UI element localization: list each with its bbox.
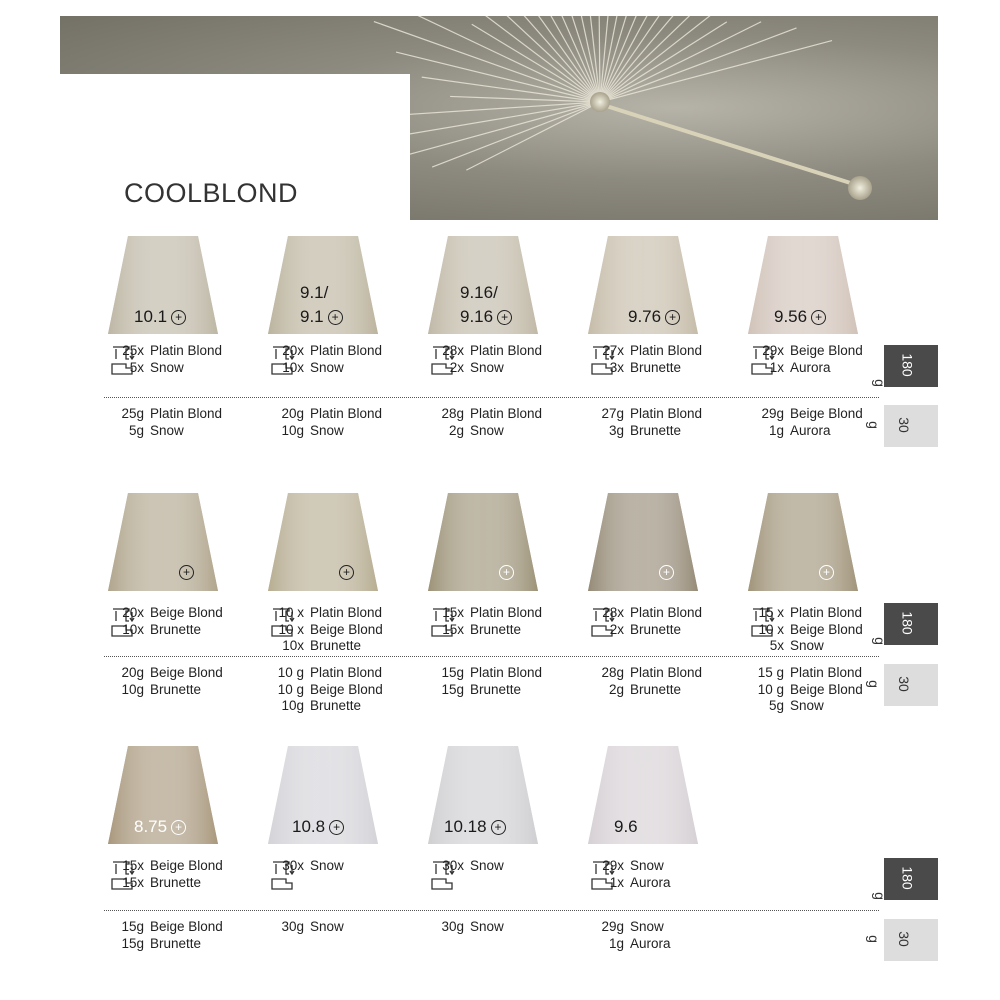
mix-quantity: 1x — [609, 874, 624, 890]
gram-line — [114, 665, 223, 682]
gram-quantity: 30g — [281, 919, 304, 934]
gram-shade: Beige Blond — [310, 681, 383, 697]
gram-quantity: 28g — [441, 406, 464, 421]
gram-quantity: 10g — [281, 422, 304, 438]
shade-code: 10.8 + — [292, 816, 344, 838]
gram-shade: Snow — [470, 422, 504, 438]
mix-quantity: 15 x — [758, 605, 784, 620]
mix-quantity: 20x — [282, 343, 304, 358]
plus-circle-icon: + — [497, 310, 512, 325]
gram-shade: Platin Blond — [630, 665, 703, 680]
mix-line — [434, 605, 542, 622]
shade-code: 10.1 + — [134, 306, 186, 328]
gram-quantity: 1g — [608, 935, 624, 951]
mix-line — [274, 858, 344, 875]
gram-mix-list — [274, 406, 382, 439]
tube-mix-list — [274, 605, 383, 655]
hair-swatch — [428, 493, 538, 591]
tube-mix-list — [594, 858, 671, 891]
mix-quantity: 10 x — [758, 621, 784, 637]
gram-shade: Beige Blond — [150, 665, 223, 680]
plus-circle-icon: + — [665, 310, 680, 325]
gram-quantity: 15g — [441, 665, 464, 680]
gram-quantity: 5g — [768, 698, 784, 713]
mix-shade: Brunette — [470, 621, 522, 637]
mix-line — [114, 360, 222, 377]
gram-line — [434, 682, 542, 699]
mix-line — [434, 858, 504, 875]
shade-code: 9.1/ — [300, 283, 329, 302]
size-tab-30 — [865, 405, 938, 447]
gram-quantity: 28g — [601, 665, 624, 680]
hair-swatch — [748, 493, 858, 591]
gram-line — [594, 919, 671, 936]
gram-quantity: 1g — [768, 422, 784, 438]
hair-swatch — [268, 493, 378, 591]
mix-quantity: 10 x — [278, 605, 304, 620]
shade-code: 10.18 + — [444, 816, 506, 838]
gram-shade: Aurora — [790, 422, 831, 438]
mix-quantity: 27x — [602, 343, 624, 358]
gram-shade: Snow — [150, 422, 184, 438]
mix-shade: Snow — [630, 858, 664, 873]
mix-quantity: 15x — [442, 605, 464, 620]
unit-label: g — [871, 637, 888, 645]
gram-shade: Platin Blond — [470, 406, 543, 421]
mix-quantity: 15x — [122, 874, 144, 890]
mix-quantity: 29x — [762, 343, 784, 358]
mix-shade: Brunette — [630, 359, 682, 375]
tube-mix-list — [754, 343, 863, 376]
gram-line — [114, 682, 223, 699]
mix-line — [594, 343, 702, 360]
shade-code: 9.76 + — [628, 306, 680, 328]
mix-quantity: 10x — [282, 359, 304, 375]
gram-mix-list — [114, 665, 223, 698]
tube-mix-list — [434, 605, 542, 638]
gram-quantity: 20g — [281, 406, 304, 421]
mix-line — [114, 622, 223, 639]
gram-line — [114, 406, 222, 423]
gram-line — [594, 423, 702, 440]
mix-shade: Snow — [150, 359, 184, 375]
mix-shade: Platin Blond — [470, 605, 543, 620]
mix-shade: Beige Blond — [790, 621, 863, 637]
size-label: 180 — [899, 866, 916, 890]
gram-shade: Snow — [630, 919, 664, 934]
gram-line — [114, 919, 223, 936]
mix-quantity: 30x — [282, 858, 304, 873]
gram-line — [594, 682, 702, 699]
seed-filament — [397, 102, 600, 158]
hair-swatch — [108, 493, 218, 591]
gram-shade: Brunette — [150, 681, 202, 697]
plus-circle-icon: + — [819, 565, 834, 580]
tube-mix-list — [594, 343, 702, 376]
mix-shade: Beige Blond — [310, 621, 383, 637]
gram-line — [274, 406, 382, 423]
gram-line — [754, 406, 863, 423]
size-tab-30 — [865, 664, 938, 706]
mix-quantity: 28x — [442, 343, 464, 358]
tube-mix-list — [274, 858, 344, 875]
mix-shade: Snow — [470, 359, 504, 375]
tube-mix-list — [114, 605, 223, 638]
gram-quantity: 15g — [441, 681, 464, 697]
seed-filament — [600, 41, 832, 102]
mix-shade: Platin Blond — [310, 343, 383, 358]
mix-quantity: 10 x — [278, 621, 304, 637]
mix-line — [754, 605, 863, 622]
mix-shade: Aurora — [630, 874, 671, 890]
gram-quantity: 10 g — [757, 681, 784, 697]
gram-line — [434, 665, 542, 682]
shade-code: 9.16 + — [460, 306, 512, 328]
mix-shade: Platin Blond — [470, 343, 543, 358]
mix-quantity: 5x — [769, 638, 784, 653]
plus-circle-icon: + — [339, 565, 354, 580]
gram-line — [594, 665, 702, 682]
gram-line — [274, 682, 383, 699]
gram-shade: Platin Blond — [310, 665, 383, 680]
gram-quantity: 5g — [128, 422, 144, 438]
mix-line — [594, 622, 702, 639]
gram-quantity: 2g — [448, 422, 464, 438]
size-label: 30 — [895, 417, 912, 433]
mix-quantity: 29x — [602, 858, 624, 873]
gram-line — [434, 423, 542, 440]
unit-label: g — [865, 935, 882, 943]
tube-mix-list — [274, 343, 382, 376]
gram-quantity: 29g — [761, 406, 784, 421]
mix-line — [594, 360, 702, 377]
mix-quantity: 25x — [122, 343, 144, 358]
unit-label: g — [871, 892, 888, 900]
gram-shade: Brunette — [150, 935, 202, 951]
mix-line — [754, 638, 863, 655]
mix-quantity: 2x — [609, 621, 624, 637]
mix-shade: Brunette — [150, 874, 202, 890]
mix-quantity: 15x — [442, 621, 464, 637]
seed-filament — [600, 16, 812, 102]
mix-quantity: 15x — [122, 858, 144, 873]
mix-shade: Platin Blond — [630, 343, 703, 358]
dotted-divider — [104, 397, 879, 398]
gram-shade: Platin Blond — [470, 665, 543, 680]
mix-shade: Snow — [470, 858, 504, 873]
gram-shade: Brunette — [310, 698, 362, 713]
mix-line — [754, 622, 863, 639]
gram-shade: Platin Blond — [790, 665, 863, 680]
gram-shade: Platin Blond — [310, 406, 383, 421]
gram-shade: Brunette — [630, 681, 682, 697]
gram-line — [434, 919, 504, 936]
mix-quantity: 10x — [122, 621, 144, 637]
mix-shade: Brunette — [630, 621, 682, 637]
gram-quantity: 15g — [121, 919, 144, 934]
seed-filament — [446, 16, 600, 102]
size-label: 180 — [899, 611, 916, 635]
gram-quantity: 20g — [121, 665, 144, 680]
gram-line — [274, 423, 382, 440]
gram-line — [754, 665, 863, 682]
size-label: 30 — [895, 676, 912, 692]
gram-quantity: 3g — [608, 422, 624, 438]
gram-quantity: 2g — [608, 681, 624, 697]
shade-code: 9.6 — [614, 817, 638, 836]
gram-line — [274, 665, 383, 682]
gram-line — [594, 936, 671, 953]
gram-mix-list — [594, 406, 702, 439]
mix-line — [114, 343, 222, 360]
size-label: 180 — [899, 353, 916, 377]
unit-label: g — [871, 379, 888, 387]
mix-line — [594, 875, 671, 892]
gram-mix-list — [434, 406, 542, 439]
mix-line — [434, 622, 542, 639]
mix-line — [754, 343, 863, 360]
plus-circle-icon: + — [499, 565, 514, 580]
gram-shade: Snow — [310, 422, 344, 438]
tube-mix-list — [594, 605, 702, 638]
mix-line — [434, 343, 542, 360]
unit-label: g — [865, 680, 882, 688]
gram-shade: Platin Blond — [630, 406, 703, 421]
plus-circle-icon: + — [811, 310, 826, 325]
mix-shade: Platin Blond — [630, 605, 703, 620]
unit-label: g — [865, 421, 882, 429]
seed-filament — [600, 28, 797, 102]
gram-shade: Snow — [310, 919, 344, 934]
mix-line — [274, 343, 382, 360]
gram-shade: Platin Blond — [150, 406, 223, 421]
gram-quantity: 15 g — [757, 665, 784, 680]
gram-line — [754, 423, 863, 440]
mix-shade: Beige Blond — [150, 605, 223, 620]
mix-quantity: 20x — [122, 605, 144, 620]
seed-filament — [466, 102, 600, 170]
mix-line — [114, 875, 223, 892]
gram-shade: Beige Blond — [150, 919, 223, 934]
mix-line — [274, 360, 382, 377]
gram-mix-list — [434, 919, 504, 936]
gram-mix-list — [594, 919, 671, 952]
hair-swatch — [588, 746, 698, 844]
gram-quantity: 27g — [601, 406, 624, 421]
seed-filament — [600, 22, 761, 102]
gram-quantity: 10g — [121, 681, 144, 697]
mix-shade: Brunette — [310, 638, 362, 653]
gram-quantity: 30g — [441, 919, 464, 934]
shade-code: 8.75 + — [134, 816, 186, 838]
gram-line — [114, 423, 222, 440]
gram-quantity: 10g — [281, 698, 304, 713]
tube-mix-list — [114, 858, 223, 891]
gram-line — [274, 698, 383, 715]
gram-quantity: 29g — [601, 919, 624, 934]
gram-mix-list — [754, 406, 863, 439]
gram-mix-list — [754, 665, 863, 715]
tube-mix-list — [434, 858, 504, 875]
tube-mix-list — [754, 605, 863, 655]
size-label: 30 — [895, 931, 912, 947]
gram-quantity: 25g — [121, 406, 144, 421]
dotted-divider — [104, 656, 879, 657]
mix-line — [274, 638, 383, 655]
tube-mix-list — [114, 343, 222, 376]
mix-shade: Brunette — [150, 621, 202, 637]
gram-shade: Snow — [790, 698, 824, 713]
mix-line — [274, 622, 383, 639]
mix-quantity: 5x — [129, 359, 144, 375]
plus-circle-icon: + — [659, 565, 674, 580]
mix-quantity: 30x — [442, 858, 464, 873]
shade-code: 9.56 + — [774, 306, 826, 328]
mix-shade: Platin Blond — [150, 343, 223, 358]
gram-line — [594, 406, 702, 423]
gram-mix-list — [594, 665, 702, 698]
plus-circle-icon: + — [171, 310, 186, 325]
gram-line — [434, 406, 542, 423]
gram-mix-list — [434, 665, 542, 698]
gram-line — [754, 682, 863, 699]
gram-shade: Brunette — [630, 422, 682, 438]
dotted-divider — [104, 910, 879, 911]
size-tab-180 — [871, 603, 938, 645]
mix-line — [114, 858, 223, 875]
gram-shade: Brunette — [470, 681, 522, 697]
plus-circle-icon: + — [179, 565, 194, 580]
gram-quantity: 10 g — [277, 681, 304, 697]
mix-quantity: 1x — [769, 359, 784, 375]
shade-code: 9.16/ — [460, 283, 498, 302]
gram-mix-list — [274, 665, 383, 715]
mix-line — [274, 605, 383, 622]
gram-line — [114, 936, 223, 953]
plus-circle-icon: + — [328, 310, 343, 325]
plus-circle-icon: + — [491, 820, 506, 835]
mix-shade: Snow — [310, 359, 344, 375]
size-tab-180 — [871, 858, 938, 900]
gram-shade: Beige Blond — [790, 406, 863, 421]
mix-line — [754, 360, 863, 377]
mix-line — [114, 605, 223, 622]
tube-mix-list — [434, 343, 542, 376]
gram-line — [754, 698, 863, 715]
mix-shade: Beige Blond — [790, 343, 863, 358]
gram-mix-list — [114, 919, 223, 952]
mix-shade: Platin Blond — [790, 605, 863, 620]
mix-line — [594, 605, 702, 622]
mix-quantity: 3x — [609, 359, 624, 375]
mix-quantity: 2x — [449, 359, 464, 375]
mix-quantity: 28x — [602, 605, 624, 620]
size-tab-30 — [865, 919, 938, 961]
page-title: COOLBLOND — [124, 178, 299, 208]
mix-shade: Platin Blond — [310, 605, 383, 620]
gram-mix-list — [114, 406, 222, 439]
gram-shade: Snow — [470, 919, 504, 934]
plus-circle-icon: + — [329, 820, 344, 835]
size-tab-180 — [871, 345, 938, 387]
mix-quantity: 10x — [282, 638, 304, 653]
gram-quantity: 10 g — [277, 665, 304, 680]
shade-code: 9.1 + — [300, 306, 343, 328]
gram-quantity: 15g — [121, 935, 144, 951]
mix-shade: Beige Blond — [150, 858, 223, 873]
gram-mix-list — [274, 919, 344, 936]
mix-line — [594, 858, 671, 875]
gram-shade: Aurora — [630, 935, 671, 951]
mix-shade: Aurora — [790, 359, 831, 375]
mix-shade: Snow — [310, 858, 344, 873]
plus-circle-icon: + — [171, 820, 186, 835]
gram-line — [274, 919, 344, 936]
mix-shade: Snow — [790, 638, 824, 653]
hair-swatch — [588, 493, 698, 591]
gram-shade: Beige Blond — [790, 681, 863, 697]
mix-line — [434, 360, 542, 377]
